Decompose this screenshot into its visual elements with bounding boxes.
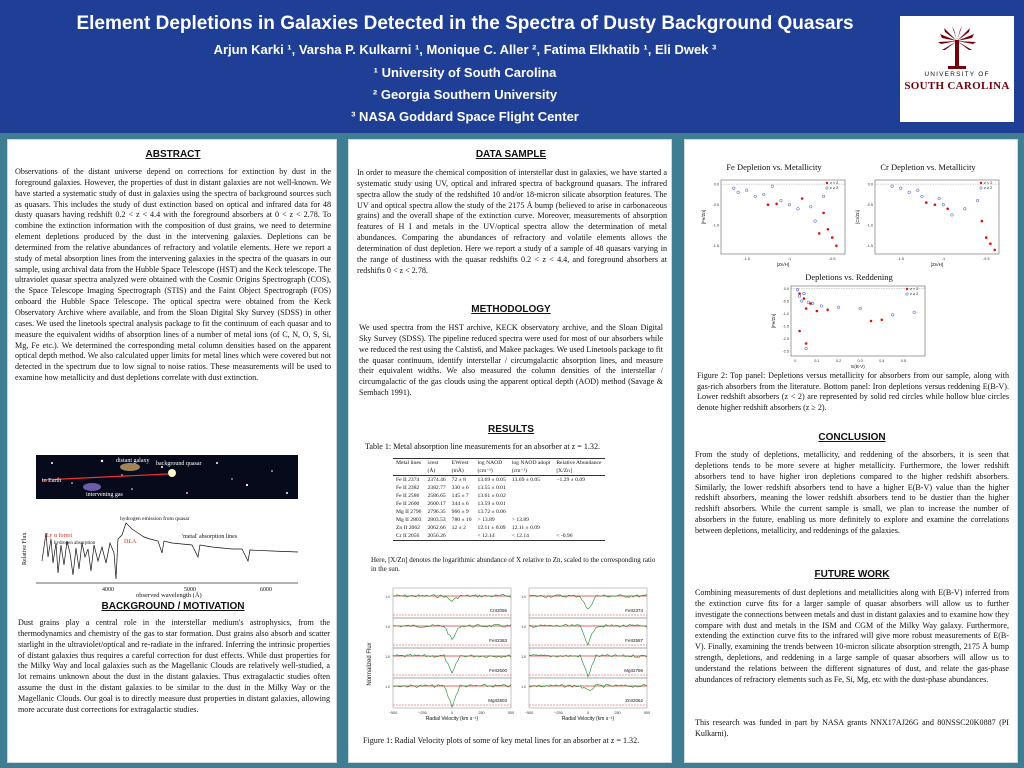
chart-point xyxy=(891,185,894,188)
methodology-heading: METHODOLOGY xyxy=(471,304,551,315)
rv-spectrum-line xyxy=(529,595,647,609)
affiliation-3: ³ NASA Goddard Space Flight Center xyxy=(351,109,579,124)
chart-point xyxy=(810,205,813,208)
table-unit: (cm⁻²) xyxy=(509,467,554,476)
chart-point xyxy=(763,193,766,196)
rv-xtick: −250 xyxy=(554,711,563,715)
table-cell: 2803.53 xyxy=(427,517,446,523)
chart-ytick: -1.0 xyxy=(782,311,789,316)
chart-point xyxy=(908,191,911,194)
table-cell: 2062.66 xyxy=(427,525,446,531)
chart-point xyxy=(733,187,736,190)
rv-panel xyxy=(529,588,647,618)
chart-xlabel: E(B-V) xyxy=(851,364,865,369)
chart-point xyxy=(964,208,967,211)
chart-xtick: 0.4 xyxy=(879,359,885,363)
table-cell xyxy=(509,492,554,500)
chart-point xyxy=(899,187,902,190)
chart-xtick: 0 xyxy=(794,359,797,363)
table-unit: (Å) xyxy=(424,467,448,476)
rv-xtick: −250 xyxy=(418,711,427,715)
palmetto-tree-icon xyxy=(936,26,978,70)
data-sample-text: In order to measure the chemical composition of interstellar dust in galaxies, we have started a systematic study using UV, optical and infrared spectra of background quasars. The infrared spectra allow the study of the redshifted 10 and/or 18-micron silicate absorption features. The UV and optical spectra allow the study of the 2175 Å bump (believed to arise in carbonaceous grains) and the overall shape of the extinction curve. Moreover, measurements of absorption features of H I and metals in the UV/optical spectra allow the determination of metal abundances. Comparing the abundances of refractory and volatile elements allows the determination of dust depletion. Here we report a study of a sample of 48 quasars varying in the range of dustiness with the quasar redshifts 0.2 < z < 4.4, and foreground absorbers at redshifts 0 < z < 2.78. xyxy=(357,168,667,275)
rv-line-label: FeII2383 xyxy=(489,638,507,643)
chart-ytick: -0.5 xyxy=(866,202,873,207)
table-cell: > 13.89 xyxy=(511,517,529,523)
label-intervening-gas: intervening gas xyxy=(86,492,123,498)
chart-frame xyxy=(721,180,845,254)
illustration-tick-6000: 6000 xyxy=(260,587,272,593)
table-cell: 2796.35 xyxy=(427,509,446,515)
chart-point xyxy=(805,307,808,310)
chart-ytick: -2.0 xyxy=(782,336,789,341)
chart-point xyxy=(798,295,801,298)
chart-point xyxy=(820,305,823,308)
legend-label: z ≥ 2 xyxy=(830,186,839,190)
legend-marker xyxy=(826,187,828,189)
chart-xtick: -1.5 xyxy=(743,257,750,261)
table-cell: Zn II 2062 xyxy=(396,525,420,531)
usc-logo xyxy=(900,16,1014,122)
abstract-text: Observations of the distant universe depend on corrections for extinction by dust in the foreground galaxies. However, the properties of dust in distant galaxies are not well-known. We have started a systematic study of dust in galaxies using the spectra of background sources such as quasars. This includes the study of dust extinction based on optical and infrared data for 48 dusty quasars having redshift 0.2 < z < 4.4 with the foreground absorbers at 0 < z < 2.78. To combine the extinction information with the composition of dust grains, we need to determine element depletions produced by the dust in the intervening galaxies. Depletions can be determined from the relative abundances of refractory and volatile elements. Here we report a study of metal absorption lines from the intervening galaxies in the spectra of the quasars in our sample, using archival data from the Hubble Space Telescope (HST) and the Keck telescope. The ultraviolet quasar spectra analyzed were obtained with the Cosmic Origins Spectrograph (COS), the Space Telescope Imaging Spectrograph (STIS) and the Faint Object Spectrograph (FOS) onboard the Hubble Space Telescope. The optical spectra were obtained from the Keck Observatory Archive where available, and from the Sloan Digital Sky Survey (SDSS) in other cases. We used the linetools spectral analysis package to fit the continuum of each quasar and to measure the equivalent widths of absorption lines of a number of metal ions (of C, N, O, S, Si, Mg, Fe etc.). We determined the corresponding metal column densities based on the apparent optical depth method. We also calculated upper limits for metal lines which were covered but not detected in the spectrum due to low signal to noise ratios. These measurements will be used to examine how metallicity and dust depletions correlate with dust extinction. xyxy=(15,167,331,383)
fe-depletion-chart xyxy=(699,160,849,270)
legend-label: z < 2 xyxy=(830,181,839,185)
legend-marker xyxy=(906,288,908,290)
rv-ytick: 1.0 xyxy=(521,595,526,599)
table-note: Here, [X/Zn] denotes the logarithmic abundance of X relative to Zn, scaled to the corresponding ratio in the sun. xyxy=(371,556,656,574)
rv-xlabel: Radial Velocity (km s⁻¹) xyxy=(561,716,615,722)
table-cell xyxy=(509,484,554,492)
rv-panel xyxy=(393,588,511,618)
background-heading: BACKGROUND / MOTIVATION xyxy=(101,601,245,612)
rv-xlabel: Radial Velocity (km s⁻¹) xyxy=(425,716,479,722)
rv-ylabel: Normalized Flux xyxy=(367,642,373,686)
table-header: Relative Abundance xyxy=(553,459,604,468)
rv-xtick: 250 xyxy=(614,711,621,715)
legend-marker xyxy=(826,182,828,184)
chart-point xyxy=(822,212,825,215)
data-sample-heading: DATA SAMPLE xyxy=(475,149,547,160)
legend-label: z < 2 xyxy=(984,181,993,185)
table-row xyxy=(393,508,605,516)
chart-frame xyxy=(875,180,999,254)
table-cell: Fe II 2600 xyxy=(396,501,420,507)
rv-line-label: FeII2374 xyxy=(625,608,643,613)
table-cell: −1.29 ± 0.09 xyxy=(556,477,585,483)
chart-ytick: -0.5 xyxy=(782,299,789,304)
chart-point xyxy=(797,208,800,211)
rv-spectrum-line xyxy=(393,595,511,602)
table-header: log NAOD adopt xyxy=(509,459,554,468)
chart-xtick: 0.2 xyxy=(835,359,842,363)
table-cell: 13.59 ± 0.01 xyxy=(477,501,506,507)
chart-point xyxy=(881,319,884,322)
chart-title: Depletions vs. Reddening xyxy=(805,272,893,282)
chart-point xyxy=(803,297,806,300)
rv-line-label: FeII2587 xyxy=(625,638,643,643)
chart-point xyxy=(938,197,941,200)
rv-xtick: 500 xyxy=(643,711,651,715)
chart-point xyxy=(767,203,770,206)
reddening-chart xyxy=(769,270,929,370)
chart-xtick: 0.3 xyxy=(857,359,863,363)
chart-point xyxy=(796,289,799,292)
table-header: log NAOD xyxy=(475,459,509,468)
chart-point xyxy=(814,220,817,223)
chart-point xyxy=(951,214,954,217)
rv-line-label: FeII2600 xyxy=(489,668,507,673)
table-cell: Fe II 2374 xyxy=(396,477,420,483)
table-row xyxy=(393,532,605,541)
rv-ytick: 1.0 xyxy=(385,595,390,599)
table-cell: Mg II 2803 xyxy=(396,517,422,523)
chart-point xyxy=(921,195,924,198)
abstract-heading: ABSTRACT xyxy=(145,149,201,160)
table-header: EWrest xyxy=(449,459,475,468)
future-work-heading: FUTURE WORK xyxy=(814,569,890,580)
chart-point xyxy=(925,201,928,204)
poster-header xyxy=(0,0,1024,133)
table-unit: (mÅ) xyxy=(449,467,475,476)
chart-point xyxy=(775,203,778,206)
legend-label: z ≥ 2 xyxy=(910,292,919,296)
table-cell: 12.11 ± 0.09 xyxy=(477,525,506,531)
table-cell xyxy=(509,508,554,516)
chart-ylabel: [Fe/Zn] xyxy=(701,209,706,225)
label-to-earth: to Earth xyxy=(42,478,62,484)
table-cell: 2600.17 xyxy=(427,501,446,507)
author-list: Arjun Karki ¹, Varsha P. Kulkarni ¹, Monique C. Aller ², Fatima Elkhatib ¹, Eli Dwek ³ xyxy=(213,42,717,57)
chart-point xyxy=(826,309,829,312)
chart-ytick: -1.0 xyxy=(866,223,873,228)
rv-spectrum-line xyxy=(393,685,511,708)
table-cell: < 12.14 xyxy=(475,532,509,541)
table-cell: 72 ± 8 xyxy=(451,477,466,483)
rv-spectrum-line xyxy=(529,685,647,691)
rv-xtick: 0 xyxy=(586,711,590,715)
table-row xyxy=(393,516,605,524)
chart-point xyxy=(837,306,840,309)
chart-ytick: -2.5 xyxy=(782,349,789,354)
rv-xtick: −500 xyxy=(524,711,534,715)
chart-xtick: -0.5 xyxy=(828,257,836,261)
chart-ylabel: [Cr/Zn] xyxy=(855,210,860,224)
chart-title: Fe Depletion vs. Metallicity xyxy=(726,162,822,172)
chart-point xyxy=(870,320,873,323)
column-middle xyxy=(348,139,672,763)
table-cell: > 13.89 xyxy=(477,517,495,523)
table-cell xyxy=(553,492,604,500)
rv-ytick: 1.0 xyxy=(521,625,526,629)
legend-marker xyxy=(980,182,982,184)
results-heading: RESULTS xyxy=(488,424,534,435)
chart-xtick: -0.5 xyxy=(982,257,990,261)
chart-xtick: -1 xyxy=(787,257,792,261)
table-cell: 12.11 ± 0.09 xyxy=(511,525,540,531)
chart-point xyxy=(976,199,979,202)
chart-point xyxy=(737,191,740,194)
chart-point xyxy=(913,311,916,314)
chart-xlabel: [Zn/H] xyxy=(776,262,790,267)
table-cell xyxy=(553,508,604,516)
table-header: λrest xyxy=(424,459,448,468)
table-cell: 13.69 ± 0.05 xyxy=(511,477,541,483)
table-cell: 2056.26 xyxy=(424,532,448,541)
chart-point xyxy=(780,199,783,202)
logo-south-carolina: SOUTH CAROLINA xyxy=(904,80,1010,92)
label-distant-galaxy: distant galaxy xyxy=(116,458,150,464)
table-cell: Fe II 2586 xyxy=(396,493,420,499)
table-cell: 330 ± 6 xyxy=(451,485,469,491)
chart-ytick: -1.5 xyxy=(866,244,873,249)
chart-frame xyxy=(791,286,925,356)
chart-xlabel: [Zn/H] xyxy=(930,262,944,267)
poster-title: Element Depletions in Galaxies Detected in the Spectra of Dusty Background Quasars xyxy=(76,13,854,34)
chart-point xyxy=(745,189,748,192)
legend-marker xyxy=(906,293,908,295)
label-metal-absorption: 'metal' absorption lines xyxy=(182,534,238,540)
logo-university-of: UNIVERSITY OF xyxy=(924,71,990,78)
metal-line-table xyxy=(393,458,605,541)
table-unit: (cm⁻²) xyxy=(475,467,509,476)
rv-ytick: 1.0 xyxy=(385,685,390,689)
rv-panel xyxy=(529,648,647,678)
table-unit: [X/Zn] xyxy=(553,467,604,476)
chart-point xyxy=(754,195,757,198)
rv-line-label: CrII2056 xyxy=(489,608,507,613)
chart-ytick: 0.0 xyxy=(867,182,873,187)
illustration-xlabel: observed wavelength (Å) xyxy=(136,592,202,599)
chart-ytick: -1.0 xyxy=(712,223,719,228)
figure1-caption: Figure 1: Radial Velocity plots of some of key metal lines for an absorber at z = 1.32. xyxy=(363,736,640,745)
rv-spectrum-line xyxy=(529,655,647,677)
chart-point xyxy=(835,245,838,248)
chart-ylabel: [Fe/Zn] xyxy=(771,313,776,329)
chart-point xyxy=(801,300,804,303)
table-cell xyxy=(553,484,604,492)
table-cell: 344 ± 6 xyxy=(451,501,469,507)
chart-xtick: -1.5 xyxy=(897,257,904,261)
chart-point xyxy=(798,292,801,295)
table-cell: Cr II 2056 xyxy=(393,532,424,541)
chart-xtick: 0.5 xyxy=(900,359,907,363)
table-cell: 2374.46 xyxy=(427,477,446,483)
chart-point xyxy=(822,195,825,198)
table-cell: 966 ± 9 xyxy=(451,509,469,515)
chart-point xyxy=(946,208,949,211)
future-work-text: Combining measurements of dust depletions and metallicities along with E(B-V) inferred from the extinction curve fits for a larger sample of quasar absorbers will allow us to further investigate the connections between metals and dust in distant galaxies and to examine how they compare with dust and metals in the ISM and CGM of the Milky Way galaxy. Furthermore, extending the extinction curve fits to the infrared will give more robust measurements of E(B-V). Finally, examining the trends between 10-micron silicate absorption strength, 2175 Å bump strength, depletions, and reddening in a large sample of quasar absorbers will allow us to understand the relations between the different signatures of dust, and relate the gas-phase abundances of refractory elements such as Fe, Si, Mg, etc with the dust-phase abundances. xyxy=(695,588,1009,684)
chart-point xyxy=(985,236,988,239)
rv-xtick: 250 xyxy=(478,711,485,715)
chart-point xyxy=(805,347,808,350)
funding-text: This research was funded in part by NASA grants NNX17AJ26G and 80NSSC20K0887 (PI Kulkarni). xyxy=(695,718,1009,738)
rv-panel xyxy=(529,678,647,708)
rv-ytick: 1.0 xyxy=(521,685,526,689)
table-cell: 13.69 ± 0.05 xyxy=(477,477,506,483)
chart-ytick: -0.5 xyxy=(712,202,719,207)
rv-xtick: −500 xyxy=(388,711,398,715)
label-hydrogen-absorption: hydrogen absorption xyxy=(54,541,96,546)
table-cell: 2586.65 xyxy=(427,493,446,499)
table-cell: 145 ± 7 xyxy=(451,493,469,499)
rv-line-label: MgII2796 xyxy=(624,668,643,673)
table-cell xyxy=(553,500,604,508)
table-cell: < -0.96 xyxy=(553,532,604,541)
conclusion-heading: CONCLUSION xyxy=(818,432,886,443)
figure2-caption: Figure 2: Top panel: Depletions versus metallicity for absorbers from our sample, along with gas-rich absorbers from the literature. Bottom panel: Iron depletions versus reddening E(B-V). Lower redshift absorbers (z < 2) are represented by solid red circles while hollow blue circles denote higher redshift absorbers (z ≥ 2). xyxy=(697,371,1009,412)
table-cell xyxy=(553,516,604,524)
chart-point xyxy=(934,203,937,206)
chart-point xyxy=(827,228,830,231)
illustration-ylabel: Relative Flux xyxy=(22,532,28,565)
radial-velocity-figure xyxy=(363,584,661,734)
chart-point xyxy=(981,220,984,223)
illustration-tick-4000: 4000 xyxy=(102,587,114,593)
table-row xyxy=(393,500,605,508)
chart-point xyxy=(803,292,806,295)
table-cell: 780 ± 10 xyxy=(451,517,472,523)
chart-point xyxy=(993,249,996,252)
rv-panel xyxy=(393,618,511,648)
label-dla: DLA xyxy=(124,539,137,545)
table-cell: 13.72 ± 0.06 xyxy=(477,509,506,515)
table-cell: 12 ± 2 xyxy=(451,525,466,531)
illustration-tick-5000: 5000 xyxy=(184,587,196,593)
chart-point xyxy=(859,307,862,310)
table-caption: Table 1: Metal absorption line measurements for an absorber at z = 1.32. xyxy=(365,442,601,451)
legend-label: z < 2 xyxy=(910,287,919,291)
chart-ytick: 0.0 xyxy=(783,286,789,291)
label-background-quasar: background quasar xyxy=(156,461,202,467)
table-cell: < 12.14 xyxy=(509,532,554,541)
table-cell xyxy=(553,524,604,532)
rv-panel xyxy=(393,678,511,708)
chart-point xyxy=(942,203,945,206)
table-cell: Fe II 2382 xyxy=(396,485,420,491)
rv-ytick: 1.0 xyxy=(521,655,526,659)
rv-ytick: 1.0 xyxy=(385,625,390,629)
rv-xtick: 500 xyxy=(507,711,515,715)
chart-xtick: 0.1 xyxy=(814,359,820,363)
rv-xtick: 0 xyxy=(450,711,454,715)
label-lya-forest: Ly α forest xyxy=(46,533,73,539)
table-row xyxy=(393,484,605,492)
table-row xyxy=(393,476,605,485)
chart-point xyxy=(807,301,810,304)
rv-panel xyxy=(529,618,647,648)
label-hydrogen-emission: hydrogen emission from quasar xyxy=(120,516,190,522)
chart-title: Cr Depletion vs. Metallicity xyxy=(880,162,976,172)
table-cell: 2382.77 xyxy=(427,485,446,491)
table-unit xyxy=(393,467,424,476)
table-cell: 13.61 ± 0.02 xyxy=(477,493,506,499)
rv-line-label: ZnII2062 xyxy=(625,698,643,703)
table-cell: Mg II 2796 xyxy=(396,509,422,515)
methodology-text: We used spectra from the HST archive, KECK observatory archive, and the Sloan Digital Sky Survey (SDSS). The pipeline reduced spectra were used for most of our absorbers while we reduced the rest using the Calstis6, and Makee packages. We used Linetools package to fit the quasar continuum, identify interstellar / circumgalactic absorption lines, and measure their equivalent widths. We also measured the column densities of the interstellar / circumgalactic of the gas clouds using the apparent optical depth (AOD) method (Savage & Sembach 1991). xyxy=(359,323,663,398)
table-cell xyxy=(449,532,475,541)
chart-point xyxy=(831,236,834,239)
legend-marker xyxy=(980,187,982,189)
chart-xtick: -1 xyxy=(941,257,946,261)
background-text: Dust grains play a central role in the interstellar medium's astrophysics, from the thermodynamics and chemistry of the gas to star formation. Dust grains also absorb and scatter starlight in the ultraviolet/optical and re-radiate in the infrared. Inferring the intrinsic properties of distant galaxies thus requires a careful correction for dust effects. While dust properties for the Milky Way and local galaxies such as the Magellanic Clouds are relatively well-studied, a lot remains unknown about the dust in the distant galaxies. Thus extragalactic studies often assume the dust in the distant galaxies to be similar to the dust in the Milky Way or the Magellanic Clouds. Our goal is to directly measure dust properties in distant galaxies, allowing more accurate dust corrections for extragalactic studies. xyxy=(18,618,330,714)
affiliation-1: ¹ University of South Carolina xyxy=(373,65,557,80)
table-header: Metal lines xyxy=(393,459,424,468)
chart-point xyxy=(891,314,894,317)
chart-ytick: -1.5 xyxy=(712,244,719,249)
table-row xyxy=(393,524,605,532)
column-left xyxy=(7,139,337,763)
column-right xyxy=(684,139,1018,763)
chart-point xyxy=(917,189,920,192)
table-cell xyxy=(509,500,554,508)
chart-ytick: 0.0 xyxy=(713,182,719,187)
chart-point xyxy=(818,232,821,235)
chart-point xyxy=(989,242,992,245)
chart-point xyxy=(798,330,801,333)
chart-point xyxy=(801,197,804,200)
table-cell: 13.55 ± 0.01 xyxy=(477,485,506,491)
conclusion-text: From the study of depletions, metallicity, and reddening of the absorbers, it is seen that depletions tends to be more severe at higher metallicity. Furthermore, the lower redshift absorbers tend to have higher iron depletions compared to the higher redshift absorbers. Similarly, the lower redshift absorbers tend to have a higher E(B-V) value than the higher redshift absorbers, meaning the lower redshift absorbers tend to be dustier than the higher redshift absorbers. While the current sample is small, we plan to increase the number of absorbers in the future, enabling us more definitely to explore and examine the correlations between depletions, metallicity, and reddenings of the galaxies. xyxy=(695,450,1009,535)
table-row xyxy=(393,492,605,500)
rv-ytick: 1.0 xyxy=(385,655,390,659)
quasar-absorption-illustration xyxy=(12,453,304,593)
cr-depletion-chart xyxy=(853,160,1003,270)
chart-point xyxy=(805,342,808,345)
chart-ytick: -1.5 xyxy=(782,324,789,329)
legend-label: z ≥ 2 xyxy=(984,186,993,190)
rv-line-label: MgII2803 xyxy=(488,698,507,703)
chart-point xyxy=(788,203,791,206)
affiliation-2: ² Georgia Southern University xyxy=(372,87,558,102)
chart-point xyxy=(771,185,774,188)
chart-point xyxy=(816,310,819,313)
